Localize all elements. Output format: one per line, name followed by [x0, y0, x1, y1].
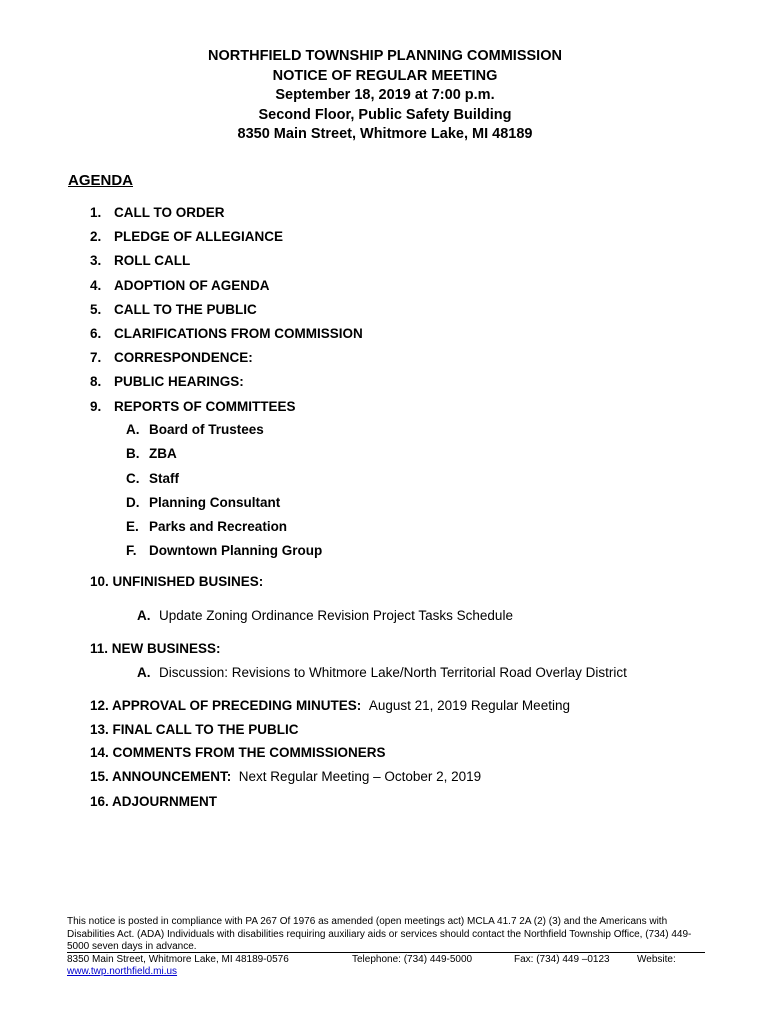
agenda-title: AGENDA — [68, 172, 134, 189]
header-location: Second Floor, Public Safety Building — [258, 106, 512, 123]
unfinished-business-item: A. Update Zoning Ordinance Revision Project Tasks Schedule — [137, 608, 513, 623]
footer-fax: Fax: (734) 449 –0123 — [514, 954, 610, 965]
committee-item: F. Downtown Planning Group — [126, 543, 323, 558]
agenda-item: 2. PLEDGE OF ALLEGIANCE — [90, 229, 284, 244]
agenda-item: 16. ADJOURNMENT — [90, 794, 218, 809]
agenda-item: 15. ANNOUNCEMENT: Next Regular Meeting – October 2, 2019 — [90, 769, 482, 784]
agenda-item: 9. REPORTS OF COMMITTEES — [90, 399, 296, 414]
compliance-notice: This notice is posted in compliance with PA 267 Of 1976 as amended (open meetings act) MCLA 41.7 2A (2) (3) and the Americans with Disabilities Act. (ADA) Individuals with disabilities requiring auxiliary aids or services should contact the Northfield Township Office, (734) 449-5000 seven days in advance. — [67, 916, 692, 952]
header-date-time: September 18, 2019 at 7:00 p.m. — [275, 87, 495, 103]
agenda-item: 6. CLARIFICATIONS FROM COMMISSION — [90, 326, 363, 341]
agenda-item: 12. APPROVAL OF PRECEDING MINUTES: August 21, 2019 Regular Meeting — [90, 698, 570, 713]
header-org-name: NORTHFIELD TOWNSHIP PLANNING COMMISSION — [208, 48, 562, 64]
agenda-item: 8. PUBLIC HEARINGS: — [90, 374, 244, 389]
agenda-item: 1. CALL TO ORDER — [90, 205, 225, 220]
website-link[interactable]: www.twp.northfield.mi.us — [67, 966, 178, 977]
committee-item: C. Staff — [126, 471, 179, 486]
footer-address: 8350 Main Street, Whitmore Lake, MI 48189-0576 — [67, 954, 289, 965]
agenda-item: 14. COMMENTS FROM THE COMMISSIONERS — [90, 745, 386, 760]
agenda-item: 10. UNFINISHED BUSINES: — [90, 574, 264, 589]
agenda-item: 11. NEW BUSINESS: — [90, 641, 221, 656]
footer-divider — [67, 952, 705, 953]
footer-website-label: Website: — [637, 954, 676, 965]
agenda-item: 7. CORRESPONDENCE: — [90, 350, 253, 365]
header-address: 8350 Main Street, Whitmore Lake, MI 48189 — [237, 126, 533, 142]
agenda-item: 13. FINAL CALL TO THE PUBLIC — [90, 722, 299, 737]
committee-item: D. Planning Consultant — [126, 495, 281, 510]
footer-telephone: Telephone: (734) 449-5000 — [352, 954, 473, 965]
meeting-header — [0, 47, 770, 145]
agenda-item: 4. ADOPTION OF AGENDA — [90, 278, 270, 293]
committee-item: E. Parks and Recreation — [126, 519, 288, 534]
new-business-item: A. Discussion: Revisions to Whitmore Lake/North Territorial Road Overlay District — [137, 665, 627, 680]
agenda-item: 5. CALL TO THE PUBLIC — [90, 302, 257, 317]
committee-item: A. Board of Trustees — [126, 422, 264, 437]
agenda-item: 3. ROLL CALL — [90, 253, 191, 268]
header-notice-title: NOTICE OF REGULAR MEETING — [272, 67, 498, 84]
committee-item: B. ZBA — [126, 446, 177, 461]
